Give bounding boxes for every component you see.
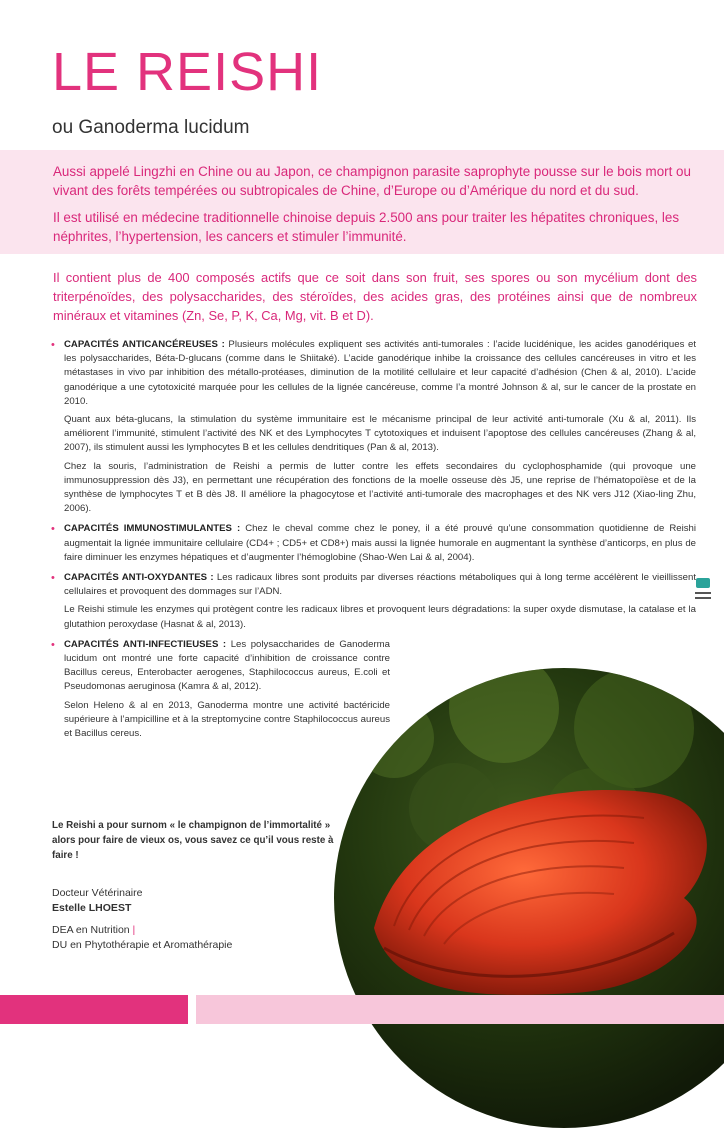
page-title: LE REISHI (52, 42, 323, 102)
section-antioxidant (50, 571, 696, 632)
section-heading: CAPACITÉS ANTICANCÉREUSES : (64, 339, 225, 350)
section-immunostimulant (50, 522, 696, 565)
author-block (52, 886, 232, 952)
section-body: Plusieurs molécules expliquent ses activités anti-tumorales : l’acide lucidénique, les acides ganodériques et les polysaccharides, Béta-D-glucans (comme dans le Shiitaké). L’acide ganodérique inhibe la croissance des cellules cancéreuses in vitro et les métastases in vivo par inhibition des métallo-protéases, diminution de la motilité cellulaire et leur capacité d’adhésion (Chen & al, 2010). L’acide ganodérique a une cytotoxicité marquée pour les cellules de la lignée cancéreuse, comme l’a montré Johnson & al, sur le cancer de la prostate en 2010. (64, 339, 696, 407)
bullet-icon: • (51, 572, 55, 585)
section-body: Chez le cheval comme chez le poney, il a été prouvé qu’une consommation quotidienne de Reishi augmentait la lignée immunitaire cellulaire (CD4+ ; CD5+ et CD8+) mais aussi la lignée humorale en augmentant la synthèse d’anticorps, en plus de faire diminuer les enzymes hépatiques et d’augmenter l’hémoglobine (Shao-Wen Lai & al, 2004). (64, 523, 697, 563)
lead-paragraph: Il contient plus de 400 composés actifs que ce soit dans son fruit, ses spores ou son mycélium dont des triterpénoïdes, des polysaccharides, des stéroïdes, des acides gras, des protéines ainsi que de nombreux minéraux et vitamines (Zn, Se, P, K, Ca, Mg, vit. B et D). (53, 270, 697, 323)
section-heading: CAPACITÉS ANTI-OXYDANTES : (64, 572, 214, 584)
section-antiinfectious (50, 638, 390, 741)
section-paragraph: Le Reishi stimule les enzymes qui protègent contre les radicaux libres et provoquent leurs dégradations: la super oxyde dismutase, la catalase et la glutathion peroxydase (Hasnat & al, 2013). (64, 604, 696, 630)
section-body: Les polysaccharides de Ganoderma lucidum ont montré une forte capacité d’inhibition de croissance contre Bacillus cereus, Enterobacter aerogenes, Staphilococcus aureus, E.coli et Pseudomonas aeruginosa (Kamra & al, 2012). (64, 638, 390, 693)
credential-separator: | (132, 924, 136, 936)
author-name: Estelle LHOEST (52, 901, 132, 914)
footer-bar-accent (0, 995, 188, 1024)
intro-paragraph-2: Il est utilisé en médecine traditionnelle chinoise depuis 2.500 ans pour traiter les hépatites chroniques, les néphrites, l’hypertension, les cancers et stimuler l’immunité. (53, 210, 680, 244)
publisher-logo-icon (693, 576, 713, 606)
bullet-icon: • (51, 638, 55, 651)
author-role: Docteur Vétérinaire (52, 887, 143, 899)
page-subtitle: ou Ganoderma lucidum (52, 117, 250, 138)
section-paragraph: Selon Heleno & al en 2013, Ganoderma montre une activité bactéricide supérieure à l’ampicilline et à la streptomycine contre Staphilococcus aureus et Bacillus cereus. (64, 699, 390, 740)
bullet-icon: • (51, 523, 55, 536)
author-credential-line (52, 923, 232, 938)
bullet-icon: • (51, 339, 55, 351)
section-paragraph: Quant aux béta-glucans, la stimulation du système immunitaire est le mécanisme principal de leur activité anti-tumorale (Xu & al, 2011). Ils améliorent l’immunité, stimulent l’activité des NK et des Lymphocytes T cytotoxiques et induisent l’apoptose des cellules cancéreuses (Zhang & al, 2007), ils stimulent aussi les lymphocytes B et les cellules dendritiques (Pan & al, 2013). (64, 414, 696, 454)
section-heading: CAPACITÉS ANTI-INFECTIEUSES : (64, 638, 227, 650)
intro-band (0, 150, 724, 254)
intro-paragraph-1: Aussi appelé Lingzhi en Chine ou au Japon, ce champignon parasite saprophyte pousse sur le bois mort ou vivant des forêts tempérées ou subtropicales de Chine, d’Europe ou d’Amérique du nord et du sud. (53, 164, 691, 198)
section-paragraph: Chez la souris, l’administration de Reishi a permis de lutter contre les effets secondaires du cyclophosphamide (qui provoque une immunosuppression dès J3), en permettant une récupération des fonctions de la moelle osseuse dès J5, une reprise de l’hématopoïèse et de la synthèse de lymphocytes T et B dès J8. Il améliore la phagocytose et l’activité anti-tumorale des macrophages et des NK vers J12 (Xiao-ling Zhu, 2006). (64, 460, 696, 515)
section-body: Les radicaux libres sont produits par diverses réactions métaboliques qui à long terme accélèrent le vieillissent cellulaires et provoquent des dommages sur l’ADN. (64, 572, 696, 598)
footer-bar-light (196, 995, 724, 1024)
author-credential-2: DU en Phytothérapie et Aromathérapie (52, 938, 233, 951)
section-anticancer (50, 338, 696, 516)
author-credential-1: DEA en Nutrition (52, 924, 130, 936)
closing-statement: Le Reishi a pour surnom « le champignon de l’immortalité » alors pour faire de vieux os, vous savez ce qu’il vous reste à faire ! (52, 820, 334, 861)
section-heading: CAPACITÉS IMMUNOSTIMULANTES : (64, 523, 241, 535)
